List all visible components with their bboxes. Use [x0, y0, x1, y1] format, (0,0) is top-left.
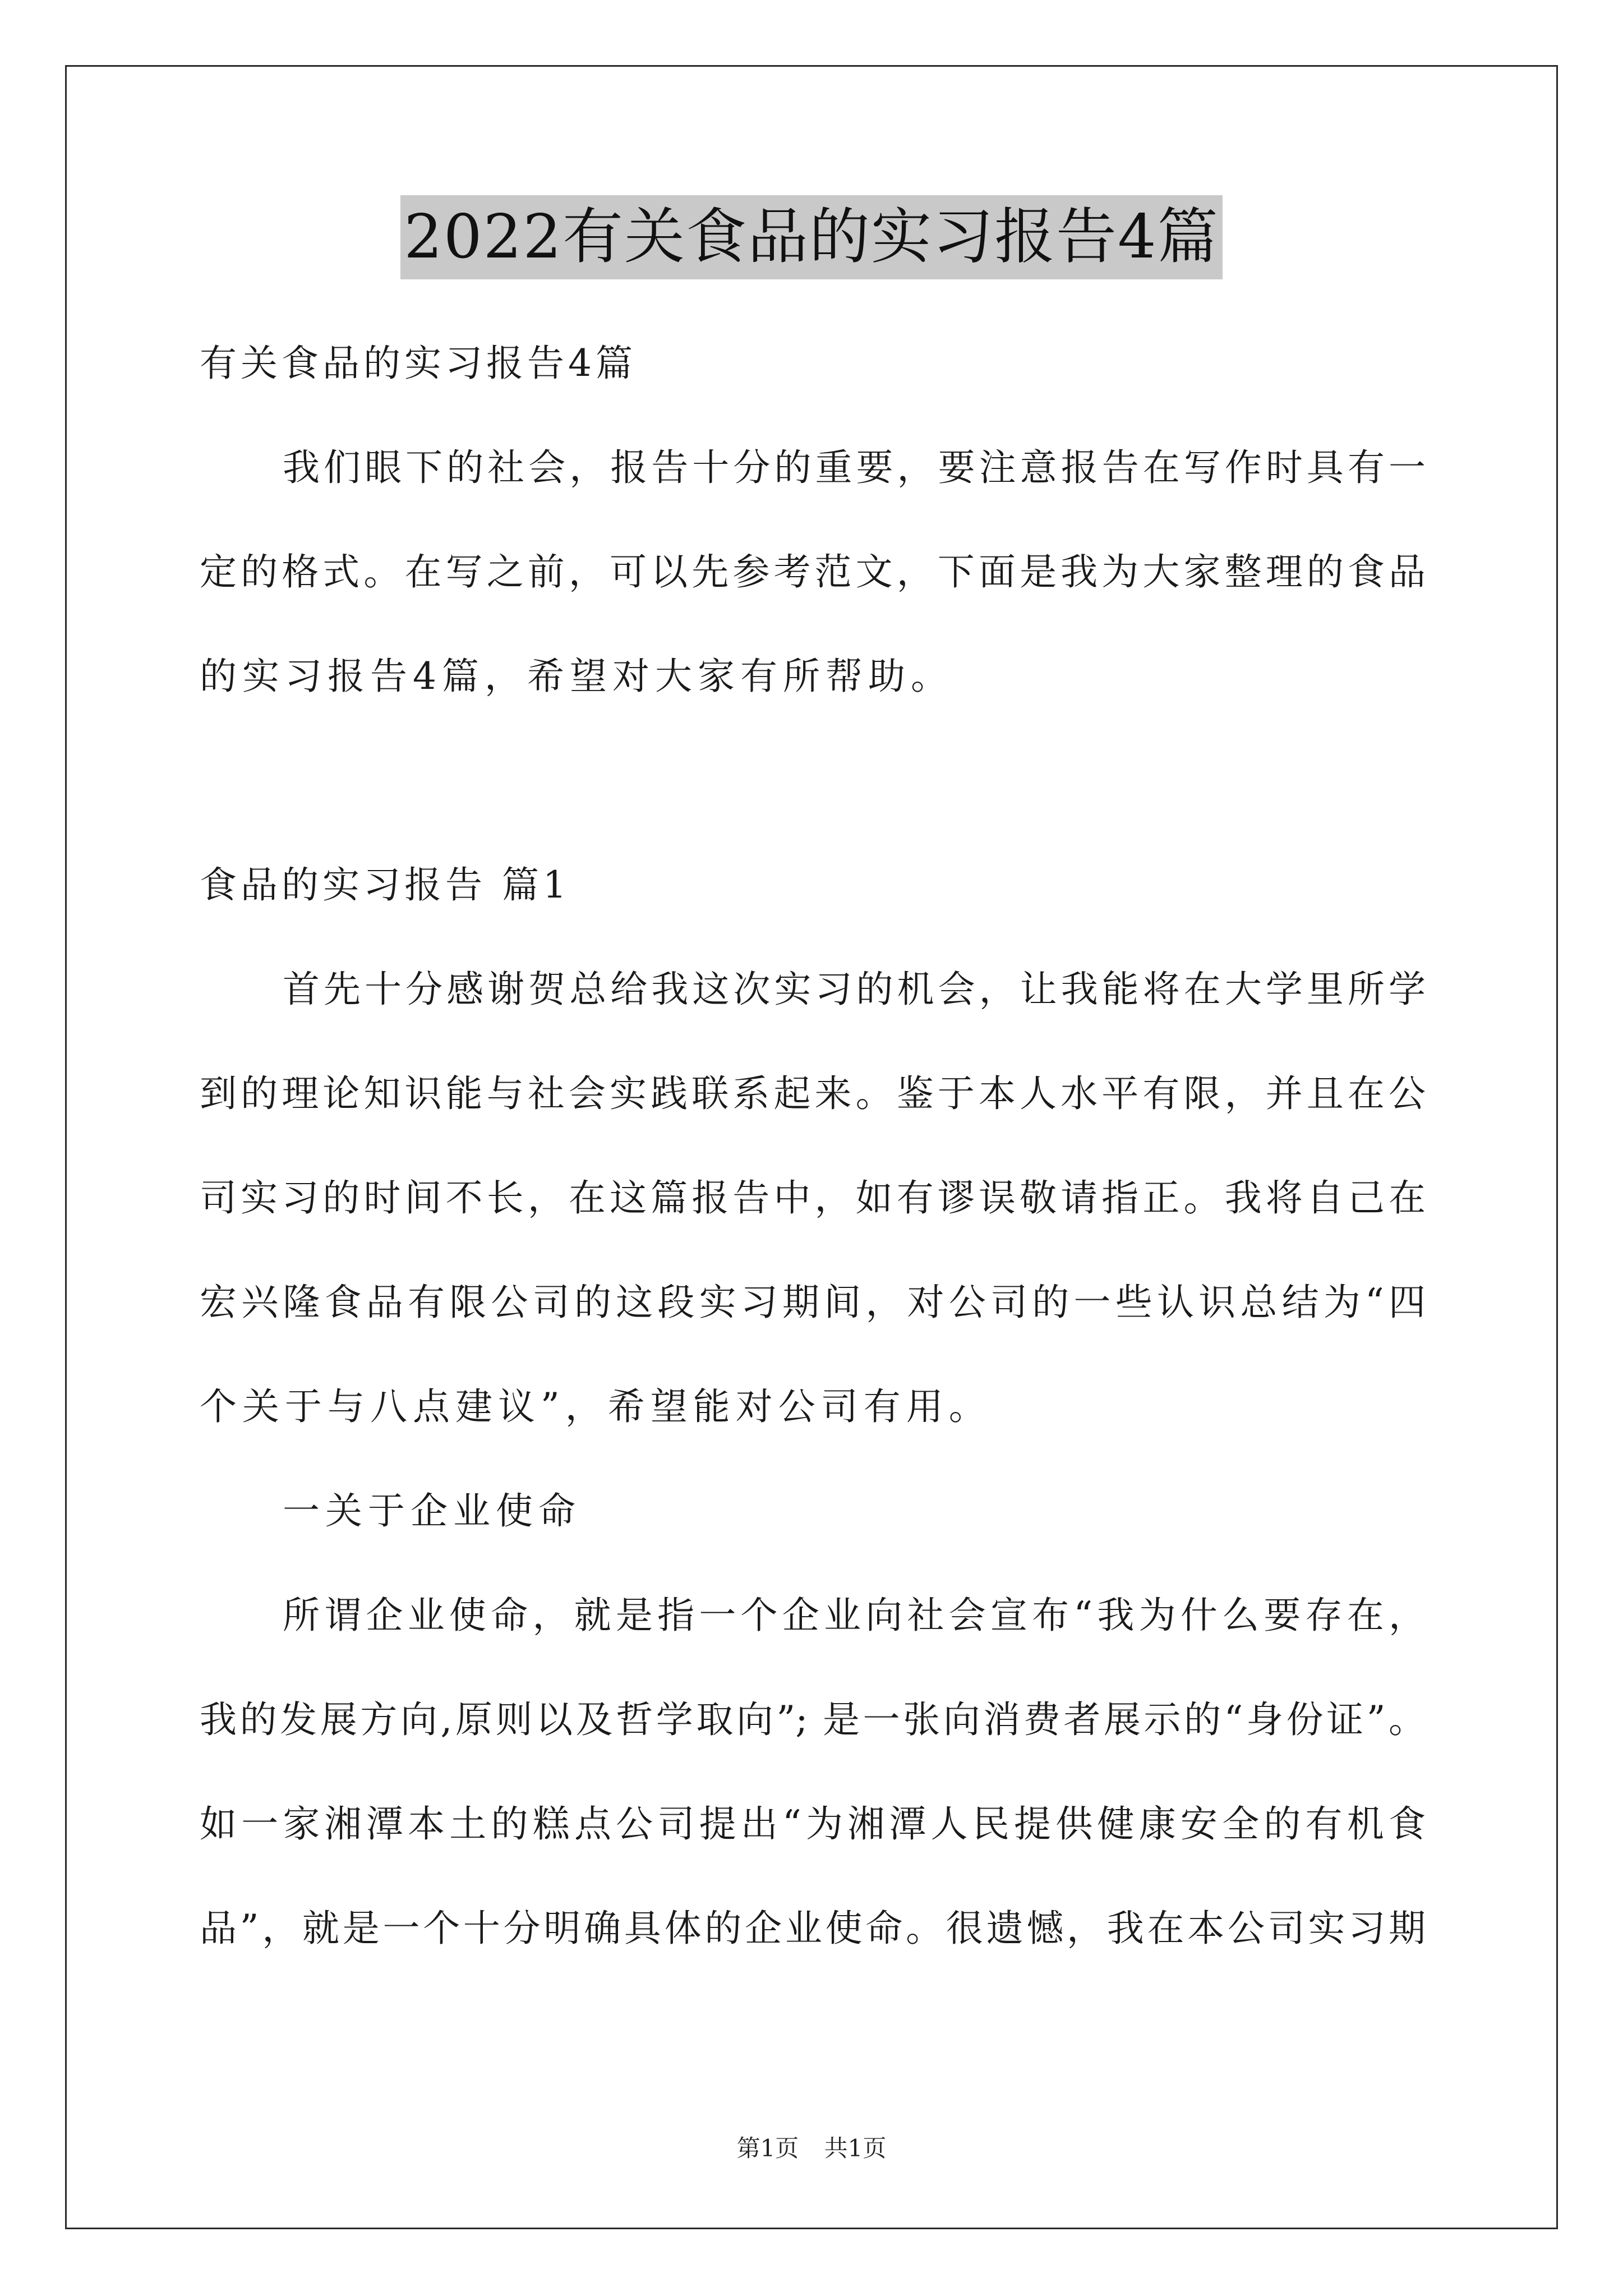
subsection-heading: 一关于企业使命 [283, 1489, 581, 1533]
document-body [200, 311, 1426, 1981]
paragraph-line: 宏兴隆食品有限公司的这段实习期间，对公司的一些认识总结为“四 [200, 1281, 1426, 1324]
title-area [0, 195, 1623, 279]
paragraph-line: 定的格式。在写之前，可以先参考范文，下面是我为大家整理的食品 [200, 550, 1426, 593]
section-heading: 食品的实习报告 篇1 [200, 863, 570, 907]
paragraph-line: 到的理论知识能与社会实践联系起来。鉴于本人水平有限，并且在公 [200, 1072, 1426, 1115]
paragraph-line: 我的发展方向,原则以及哲学取向”; 是一张向消费者展示的“身份证”。 [200, 1698, 1426, 1741]
paragraph-line: 所谓企业使命，就是指一个企业向社会宣布“我为什么要存在， [283, 1594, 1426, 1637]
paragraph-line: 我们眼下的社会，报告十分的重要，要注意报告在写作时具有一 [283, 446, 1426, 489]
page-footer [0, 2132, 1623, 2165]
paragraph-line: 个关于与八点建议”，希望能对公司有用。 [200, 1385, 992, 1428]
paragraph-line: 如一家湘潭本土的糕点公司提出“为湘潭人民提供健康安全的有机食 [200, 1802, 1426, 1846]
paragraph-line: 的实习报告4篇，希望对大家有所帮助。 [200, 655, 953, 698]
paragraph-line: 司实习的时间不长，在这篇报告中，如有谬误敬请指正。我将自己在 [200, 1176, 1426, 1220]
page-number: 第1页 [736, 2134, 799, 2162]
document-title: 2022有关食品的实习报告4篇 [400, 195, 1223, 279]
paragraph-line: 品”，就是一个十分明确具体的企业使命。很遗憾，我在本公司实习期 [200, 1907, 1426, 1950]
page-total: 共1页 [824, 2134, 887, 2162]
blank-line [200, 729, 1426, 833]
subtitle-line: 有关食品的实习报告4篇 [200, 342, 637, 385]
paragraph-line: 首先十分感谢贺总给我这次实习的机会，让我能将在大学里所学 [283, 968, 1426, 1011]
